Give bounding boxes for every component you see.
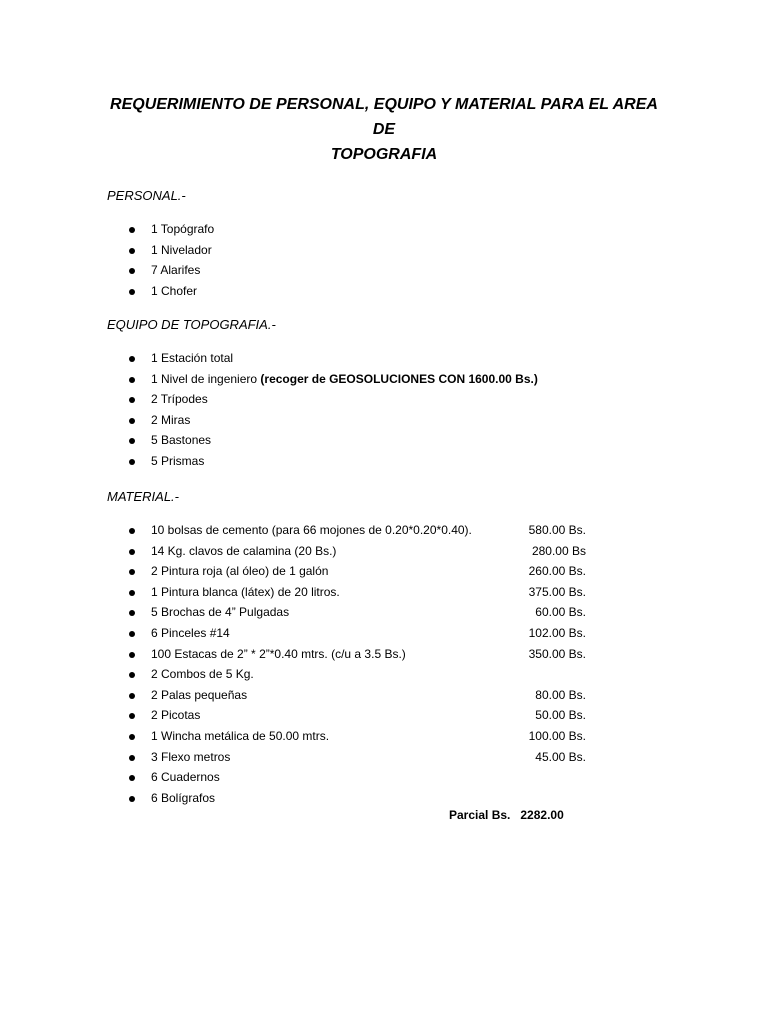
personal-list [0,219,768,301]
list-item: 5 Bastones [0,430,768,451]
bullet-icon [129,734,135,740]
item-price: 260.00 Bs. [528,564,586,579]
bullet-icon [129,268,135,274]
bullet-icon [129,610,135,616]
bullet-icon [129,356,135,362]
item-price: 350.00 Bs. [528,646,586,661]
title-line-2: TOPOGRAFIA [330,146,438,163]
bullet-icon [129,418,135,424]
list-item: 1 Nivel de ingeniero (recoger de GEOSOLUCIONES CON 1600.00 Bs.) [0,369,768,390]
list-item: 1 Topógrafo [0,219,768,240]
partial-total [449,808,564,822]
bullet-icon [129,775,135,781]
bullet-icon [129,652,135,658]
material-heading: MATERIAL.- [107,489,179,504]
item-price: 80.00 Bs. [535,687,586,702]
list-item: 2 Picotas 50.00 Bs. [0,705,768,726]
list-item: 14 Kg. clavos de calamina (20 Bs.) 280.00 Bs [0,541,768,562]
list-item: 5 Brochas de 4” Pulgadas 60.00 Bs. [0,602,768,623]
title-line-1: REQUERIMIENTO DE PERSONAL, EQUIPO Y MATERIAL PARA EL AREA DE [110,96,658,138]
list-item: 1 Wincha metálica de 50.00 mtrs. 100.00 Bs. [0,726,768,747]
item-price: 100.00 Bs. [528,728,586,743]
bullet-icon [129,755,135,761]
bullet-icon [129,549,135,555]
partial-amount: 2282.00 [520,808,564,822]
list-item: 5 Prismas [0,451,768,472]
list-item: 1 Pintura blanca (látex) de 20 litros. 375.00 Bs. [0,582,768,603]
bullet-icon [129,528,135,534]
list-item: 10 bolsas de cemento (para 66 mojones de 0.20*0.20*0.40). 580.00 Bs. [0,520,768,541]
bullet-icon [129,397,135,403]
item-price: 580.00 Bs. [528,523,586,537]
equipo-heading: EQUIPO DE TOPOGRAFIA.- [107,317,276,332]
list-item: 1 Estación total [0,348,768,369]
bullet-icon [129,227,135,233]
list-item: 1 Nivelador [0,240,768,261]
bullet-icon [129,693,135,699]
equipo-list [0,348,768,472]
list-item: 2 Trípodes [0,389,768,410]
list-item: 6 Cuadernos [0,767,768,788]
material-list [0,520,768,808]
bullet-icon [129,590,135,596]
list-item: 100 Estacas de 2” * 2”*0.40 mtrs. (c/u a 3.5 Bs.) 350.00 Bs. [0,644,768,665]
list-item: 2 Miras [0,410,768,431]
bullet-icon [129,459,135,465]
bullet-icon [129,713,135,719]
bullet-icon [129,289,135,295]
bullet-icon [129,248,135,254]
item-price: 50.00 Bs. [535,708,586,723]
bullet-icon [129,796,135,802]
list-item: 2 Palas pequeñas 80.00 Bs. [0,685,768,706]
item-price: 280.00 Bs [531,543,586,558]
list-item: 6 Pinceles #14 102.00 Bs. [0,623,768,644]
item-price: 60.00 Bs. [535,605,586,620]
item-price: 45.00 Bs. [535,749,586,764]
list-item: 2 Combos de 5 Kg. [0,664,768,685]
bullet-icon [129,569,135,575]
bullet-icon [129,377,135,383]
partial-label: Parcial Bs. [449,808,511,822]
list-item: 7 Alarifes [0,260,768,281]
bullet-icon [129,631,135,637]
document-title [100,92,668,167]
bullet-icon [129,672,135,678]
list-item: 2 Pintura roja (al óleo) de 1 galón 260.00 Bs. [0,561,768,582]
list-item: 6 Bolígrafos [0,788,768,809]
item-price: 102.00 Bs. [528,625,586,640]
item-price: 375.00 Bs. [528,584,586,599]
list-item: 3 Flexo metros 45.00 Bs. [0,747,768,768]
personal-heading: PERSONAL.- [107,188,186,203]
bullet-icon [129,438,135,444]
list-item: 1 Chofer [0,281,768,302]
equipo-note: (recoger de GEOSOLUCIONES CON 1600.00 Bs.) [260,371,538,386]
